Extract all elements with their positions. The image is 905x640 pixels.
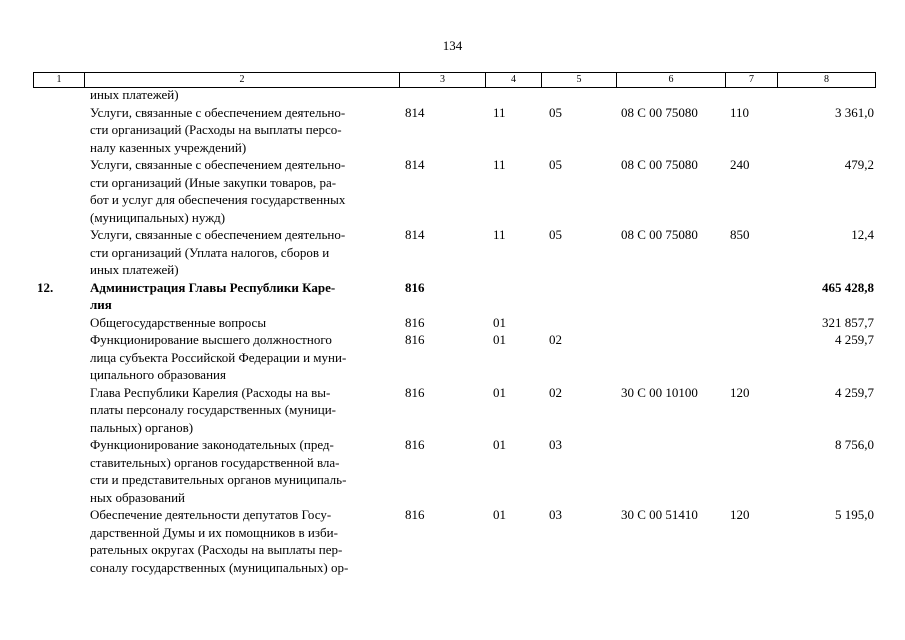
row-name: Услуги, связанные с обеспечением деятельно- сти организаций (Расходы на выплаты персо- налу казенных учреждений) [90,104,346,155]
header-col-7: 7 [725,73,777,87]
row-col-5: 02 [549,332,562,347]
row-col-5: 03 [549,507,562,522]
row-col-5: 02 [549,384,562,400]
header-col-3: 3 [399,73,485,87]
table-row [33,436,876,506]
header-col-5: 5 [541,73,616,87]
table-row [33,86,876,104]
row-col-3: 816 [405,507,425,522]
table-row [33,156,876,226]
table-row [33,506,876,576]
row-col-4: 01 [493,332,506,347]
row-name: Обеспечение деятельности депутатов Госу- дарственной Думы и их помощников в изби- рательных округах (Расходы на выплаты пер- соналу государственных (муниципальных) ор- [90,507,349,575]
row-col-8: 321 857,7 [822,314,874,330]
row-col-7: 240 [730,157,750,172]
row-col-5: 05 [549,157,562,172]
row-col-3: 816 [405,314,425,330]
row-col-8: 5 195,0 [835,507,874,522]
row-col-5: 05 [549,104,562,120]
row-col-8: 479,2 [844,157,874,172]
header-col-4: 4 [485,73,541,87]
row-col-6: 30 С 00 51410 [621,507,698,522]
table-row [33,104,876,157]
table-row [33,384,876,437]
row-col-3: 814 [405,227,425,242]
row-col-5: 03 [549,437,562,452]
table-row [33,331,876,384]
row-col-6: 08 С 00 75080 [621,227,698,242]
row-col-3: 814 [405,157,425,172]
table-row-section [33,279,876,314]
row-col-4: 01 [493,314,506,330]
row-col-6: 08 С 00 75080 [621,104,698,120]
row-col-4: 01 [493,437,506,452]
row-name: Общегосударственные вопросы [90,314,267,330]
row-col-6: 08 С 00 75080 [621,157,698,172]
row-col-5: 05 [549,227,562,242]
page-number: 134 [442,38,463,53]
table-row [33,226,876,279]
table-body [33,86,876,576]
header-col-1: 1 [33,73,84,87]
row-number: 12. [37,279,54,295]
row-col-4: 11 [493,104,506,120]
row-col-4: 11 [493,157,506,172]
row-col-3: 814 [405,104,425,120]
row-col-8: 3 361,0 [835,104,874,120]
row-col-7: 120 [730,507,750,522]
row-name: Администрация Главы Республики Каре- лия [90,279,336,312]
row-name: Услуги, связанные с обеспечением деятельно- сти организаций (Иные закупки товаров, ра- бот и услуг для обеспечения государственных (муниципальных) нужд) [90,157,346,225]
row-col-8: 8 756,0 [835,437,874,452]
row-col-8: 4 259,7 [835,332,874,347]
row-col-4: 11 [493,227,506,242]
row-name: иных платежей) [90,87,179,102]
row-col-3: 816 [405,332,425,347]
header-col-6: 6 [616,73,725,87]
row-name: Глава Республики Карелия (Расходы на вы- платы персоналу государственных (муници- пальных) органов) [90,384,337,435]
row-col-4: 01 [493,384,506,400]
row-col-8: 12,4 [851,227,874,242]
header-col-2: 2 [84,73,399,87]
row-col-7: 850 [730,227,750,242]
row-name: Услуги, связанные с обеспечением деятельно- сти организаций (Уплата налогов, сборов и иных платежей) [90,227,346,277]
row-col-4: 01 [493,507,506,522]
row-col-8: 4 259,7 [835,384,874,400]
row-col-3: 816 [405,279,425,295]
row-col-8: 465 428,8 [822,279,874,295]
row-col-7: 120 [730,384,750,400]
row-col-7: 110 [730,104,750,120]
row-name: Функционирование законодательных (пред- ставительных) органов государственной вла- сти и представительных органов муниципаль- ных образований [90,437,347,505]
row-col-3: 816 [405,384,425,400]
table-row [33,314,876,332]
header-col-8: 8 [777,73,876,87]
row-name: Функционирование высшего должностного лица субъекта Российской Федерации и муни- ципального образования [90,332,347,382]
row-col-6: 30 С 00 10100 [621,384,698,400]
row-col-3: 816 [405,437,425,452]
